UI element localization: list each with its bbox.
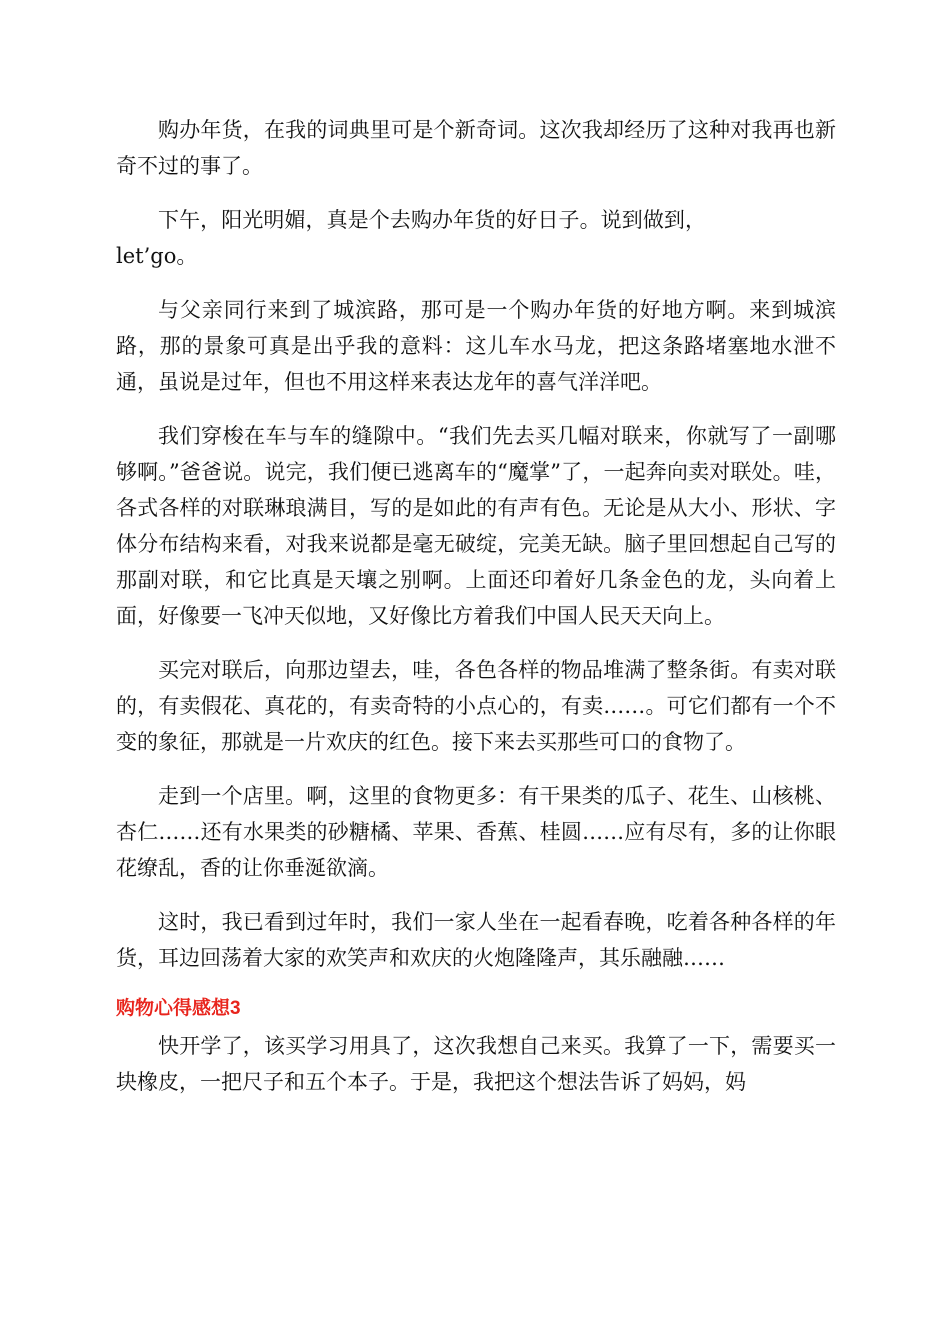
paragraph-2: 下午，阳光明媚，真是个去购办年货的好日子。说到做到，let’go。 bbox=[116, 208, 706, 268]
paragraph-3: 与父亲同行来到了城滨路，那可是一个购办年货的好地方啊。来到城滨路，那的景象可真是出乎我的意料：这儿车水马龙，把这条路堵塞地水泄不通，虽说是过年，但也不用这样来表达龙年的喜气洋洋吧。 bbox=[116, 298, 836, 394]
paragraph-5: 买完对联后，向那边望去，哇，各色各样的物品堆满了整条街。有卖对联的，有卖假花、真花的，有卖奇特的小点心的，有卖……。可它们都有一个不变的象征，那就是一片欢庆的红色。接下来去买那些可口的食物了。 bbox=[116, 658, 836, 754]
paragraph-1: 购办年货，在我的词典里可是个新奇词。这次我却经历了这种对我再也新奇不过的事了。 bbox=[116, 118, 836, 178]
section-heading: 购物心得感想3 bbox=[116, 998, 241, 1019]
paragraph-6: 走到一个店里。啊，这里的食物更多：有干果类的瓜子、花生、山核桃、杏仁……还有水果类的砂糖橘、苹果、香蕉、桂圆……应有尽有，多的让你眼花缭乱，香的让你垂涎欲滴。 bbox=[116, 784, 836, 880]
paragraph-4: 我们穿梭在车与车的缝隙中。“我们先去买几幅对联来，你就写了一副哪够啊。”爸爸说。说完，我们便已逃离车的“魔掌”了，一起奔向卖对联处。哇，各式各样的对联琳琅满目，写的是如此的有声有色。无论是从大小、形状、字体分布结构来看，对我来说都是毫无破绽，完美无缺。脑子里回想起自己写的那副对联，和它比真是天壤之别啊。上面还印着好几条金色的龙，头向着上面，好像要一飞冲天似地，又好像比方着我们中国人民天天向上。 bbox=[116, 424, 836, 628]
paragraph-7: 这时，我已看到过年时，我们一家人坐在一起看春晚，吃着各种各样的年货，耳边回荡着大家的欢笑声和欢庆的火炮隆隆声，其乐融融…… bbox=[116, 910, 836, 970]
document-page bbox=[116, 112, 836, 1100]
section-paragraph: 快开学了，该买学习用具了，这次我想自己来买。我算了一下，需要买一块橡皮，一把尺子和五个本子。于是，我把这个想法告诉了妈妈，妈 bbox=[116, 1034, 836, 1094]
